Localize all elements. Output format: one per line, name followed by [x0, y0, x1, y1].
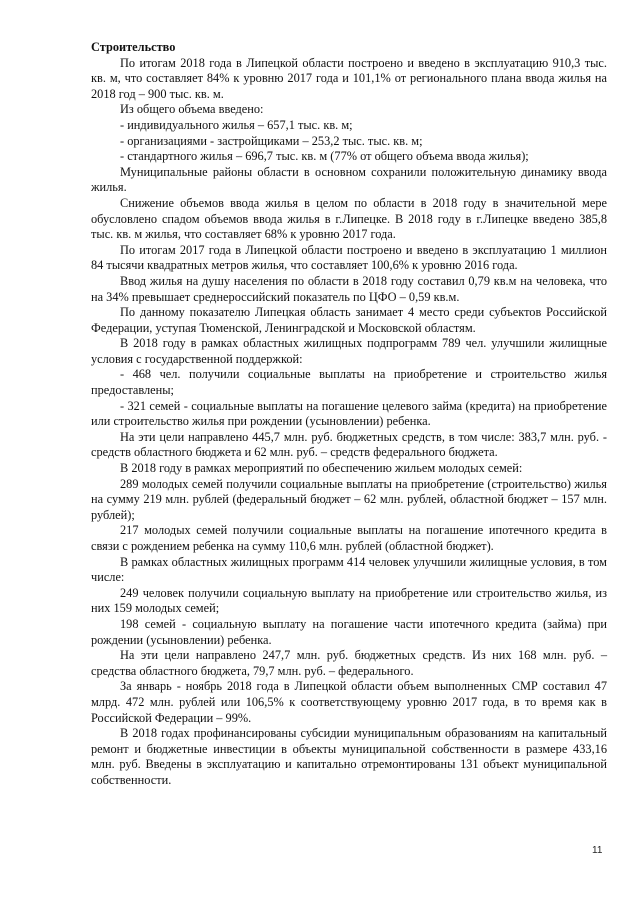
- paragraph: Из общего объема введено:: [120, 102, 264, 117]
- paragraph: На эти цели направлено 247,7 млн. руб. бюджетных средств. Из них 168 млн. руб. – средства областного бюджета, 79,7 млн. руб. – федерального.: [91, 648, 607, 678]
- paragraph: По итогам 2017 года в Липецкой области построено и введено в эксплуатацию 1 миллион 84 тысячи квадратных метров жилья, что составляет 100,6% к уровню 2016 года.: [91, 242, 607, 273]
- paragraph: По данному показателю Липецкая область занимает 4 место среди субъектов Российской Федерации, уступая Тюменской, Ленинградской и Московской областям.: [91, 305, 607, 335]
- paragraph: 289 молодых семей получили социальные выплаты на приобретение (строительство) жилья на сумму 219 млн. рублей (федеральный бюджет – 62 млн. рублей, областной бюджет – 157 млн. рублей);: [91, 476, 607, 522]
- paragraph: За январь - ноябрь 2018 года в Липецкой области объем выполненных СМР составил 47 млрд. 472 млн. рублей или 106,5% к соответствующему уровню 2017 года, в то время как в Российской Федерации – 99%.: [91, 679, 607, 725]
- paragraph: На эти цели направлено 445,7 млн. руб. бюджетных средств, в том числе: 383,7 млн. руб. - средств областного бюджета и 62 млн. руб. – средств федерального бюджета.: [91, 429, 607, 460]
- paragraph: - 468 чел. получили социальные выплаты на приобретение и строительство жилья предоставлены;: [91, 367, 607, 398]
- paragraph: В рамках областных жилищных программ 414 человек улучшили жилищные условия, в том числе:: [91, 554, 607, 585]
- paragraph: По итогам 2018 года в Липецкой области построено и введено в эксплуатацию 910,3 тыс. кв. м, что составляет 84% к уровню 2017 года и 101,1% от регионального плана ввода жилья на 2018 год – 900 тыс. кв. м.: [91, 55, 607, 101]
- paragraph: Муниципальные районы области в основном сохранили положительную динамику ввода жилья.: [91, 164, 607, 195]
- paragraph: 217 молодых семей получили социальные выплаты на погашение ипотечного кредита в связи с рождением ребенка на сумму 110,6 млн. рублей (областной бюджет).: [91, 523, 607, 553]
- document-page: [91, 40, 607, 789]
- paragraph: В 2018 годах профинансированы субсидии муниципальным образованиям на капитальный ремонт и бюджетные инвестиции в объекты муниципальной собственности в размере 433,16 млн. руб. Введены в эксплуатацию и капитально отремонтированы 131 объект муниципальной собственности.: [91, 726, 607, 787]
- paragraph: - 321 семей - социальные выплаты на погашение целевого займа (кредита) на приобретение или строительство жилья при рождении (усыновлении) ребенка.: [91, 398, 607, 429]
- paragraph: - организациями - застройщиками – 253,2 тыс. тыс. кв. м;: [120, 133, 423, 148]
- paragraph: В 2018 году в рамках мероприятий по обеспечению жильем молодых семей:: [120, 461, 523, 476]
- paragraph: В 2018 году в рамках областных жилищных подпрограмм 789 чел. улучшили жилищные условия с государственной поддержкой:: [91, 336, 607, 366]
- paragraph: Ввод жилья на душу населения по области в 2018 году составил 0,79 кв.м на человека, что на 34% превышает среднероссийский показатель по ЦФО – 0,59 кв.м.: [91, 273, 607, 304]
- paragraph: - индивидуального жилья – 657,1 тыс. кв. м;: [120, 117, 353, 132]
- paragraph: 249 человек получили социальную выплату на приобретение или строительство жилья, из них 159 молодых семей;: [91, 585, 607, 616]
- section-heading: Строительство: [91, 40, 176, 54]
- paragraph: Снижение объемов ввода жилья в целом по области в 2018 году в значительной мере обусловлено спадом объемов ввода жилья в г.Липецке. В 2018 году в г.Липецке введено 385,8 тыс. кв. м жилья, что составляет 68% к уровню 2017 года.: [91, 195, 607, 242]
- page-number: 11: [592, 845, 603, 856]
- paragraph: 198 семей - социальную выплату на погашение части ипотечного кредита (займа) при рождении (усыновлении) ребенка.: [91, 616, 607, 647]
- paragraph: - стандартного жилья – 696,7 тыс. кв. м (77% от общего объема ввода жилья);: [120, 149, 529, 164]
- body-text: [91, 56, 607, 789]
